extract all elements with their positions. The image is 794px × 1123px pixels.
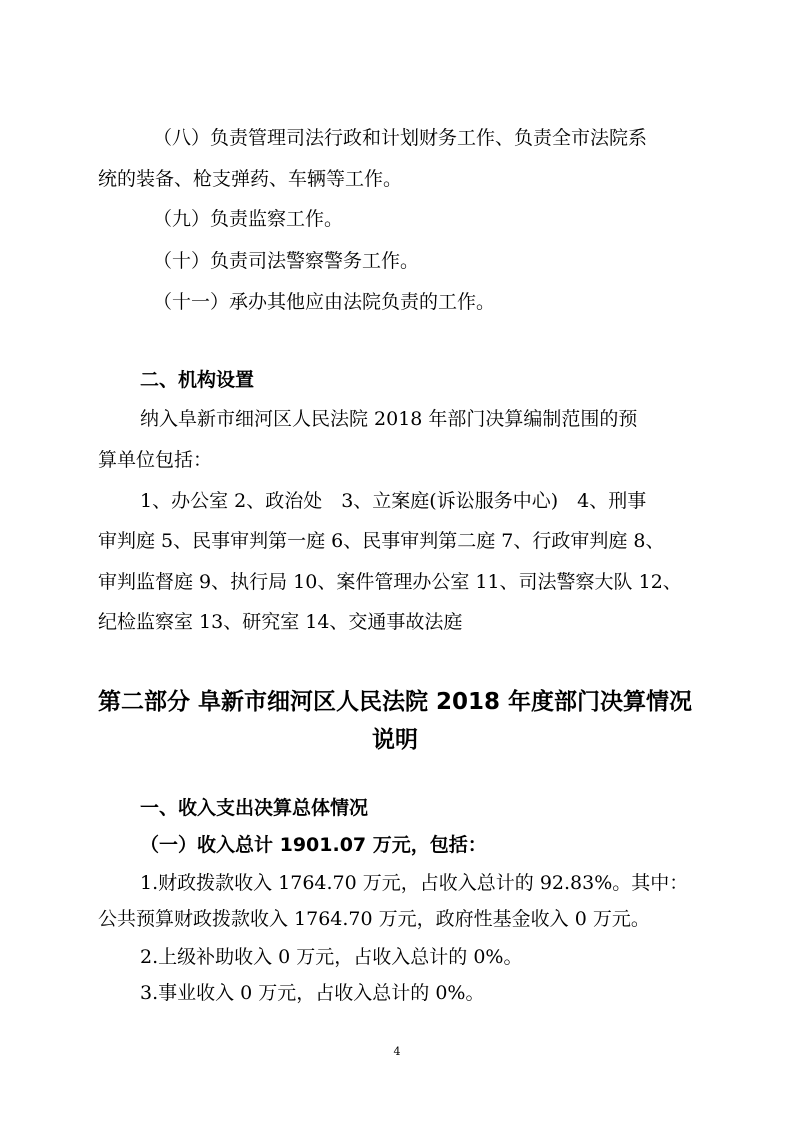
item9: （九）负责监察工作。 [153, 208, 344, 230]
units-line2: 审判庭 5、民事审判第一庭 6、民事审判第二庭 7、行政审判庭 8、 [98, 530, 665, 552]
units-line1: 1、办公室 2、政治处 3、立案庭(诉讼服务中心) 4、刑事 [140, 490, 647, 512]
org-intro-line2: 算单位包括： [98, 449, 213, 471]
units-line3: 审判监督庭 9、执行局 10、案件管理办公室 11、司法警察大队 12、 [98, 571, 682, 593]
income-total-heading: （一）收入总计 1901.07 万元，包括： [140, 834, 487, 856]
item8-line1: （八）负责管理司法行政和计划财务工作、负责全市法院系 [153, 127, 648, 149]
item11: （十一）承办其他应由法院负责的工作。 [153, 291, 496, 313]
item8-line2: 统的装备、枪支弹药、车辆等工作。 [98, 168, 403, 190]
fiscal-income-line2: 公共预算财政拨款收入 1764.70 万元，政府性基金收入 0 万元。 [98, 908, 650, 930]
subsection-heading: 一、收入支出决算总体情况 [140, 797, 369, 819]
superior-subsidy-line: 2.上级补助收入 0 万元，占收入总计的 0%。 [140, 946, 523, 968]
org-intro-line1: 纳入阜新市细河区人民法院 2018 年部门决算编制范围的预 [140, 408, 638, 430]
part2-title-line1: 第二部分 阜新市细河区人民法院 2018 年度部门决算情况 [98, 689, 693, 715]
fiscal-income-line1: 1.财政拨款收入 1764.70 万元，占收入总计的 92.83%。其中： [140, 872, 689, 894]
item10: （十）负责司法警察警务工作。 [153, 250, 420, 272]
part2-title-line2: 说明 [372, 727, 418, 753]
page-number: 4 [393, 1045, 401, 1058]
section-heading-org: 二、机构设置 [140, 369, 255, 391]
business-income-line: 3.事业收入 0 万元，占收入总计的 0%。 [140, 982, 485, 1004]
units-line4: 纪检监察室 13、研究室 14、交通事故法庭 [98, 611, 463, 633]
